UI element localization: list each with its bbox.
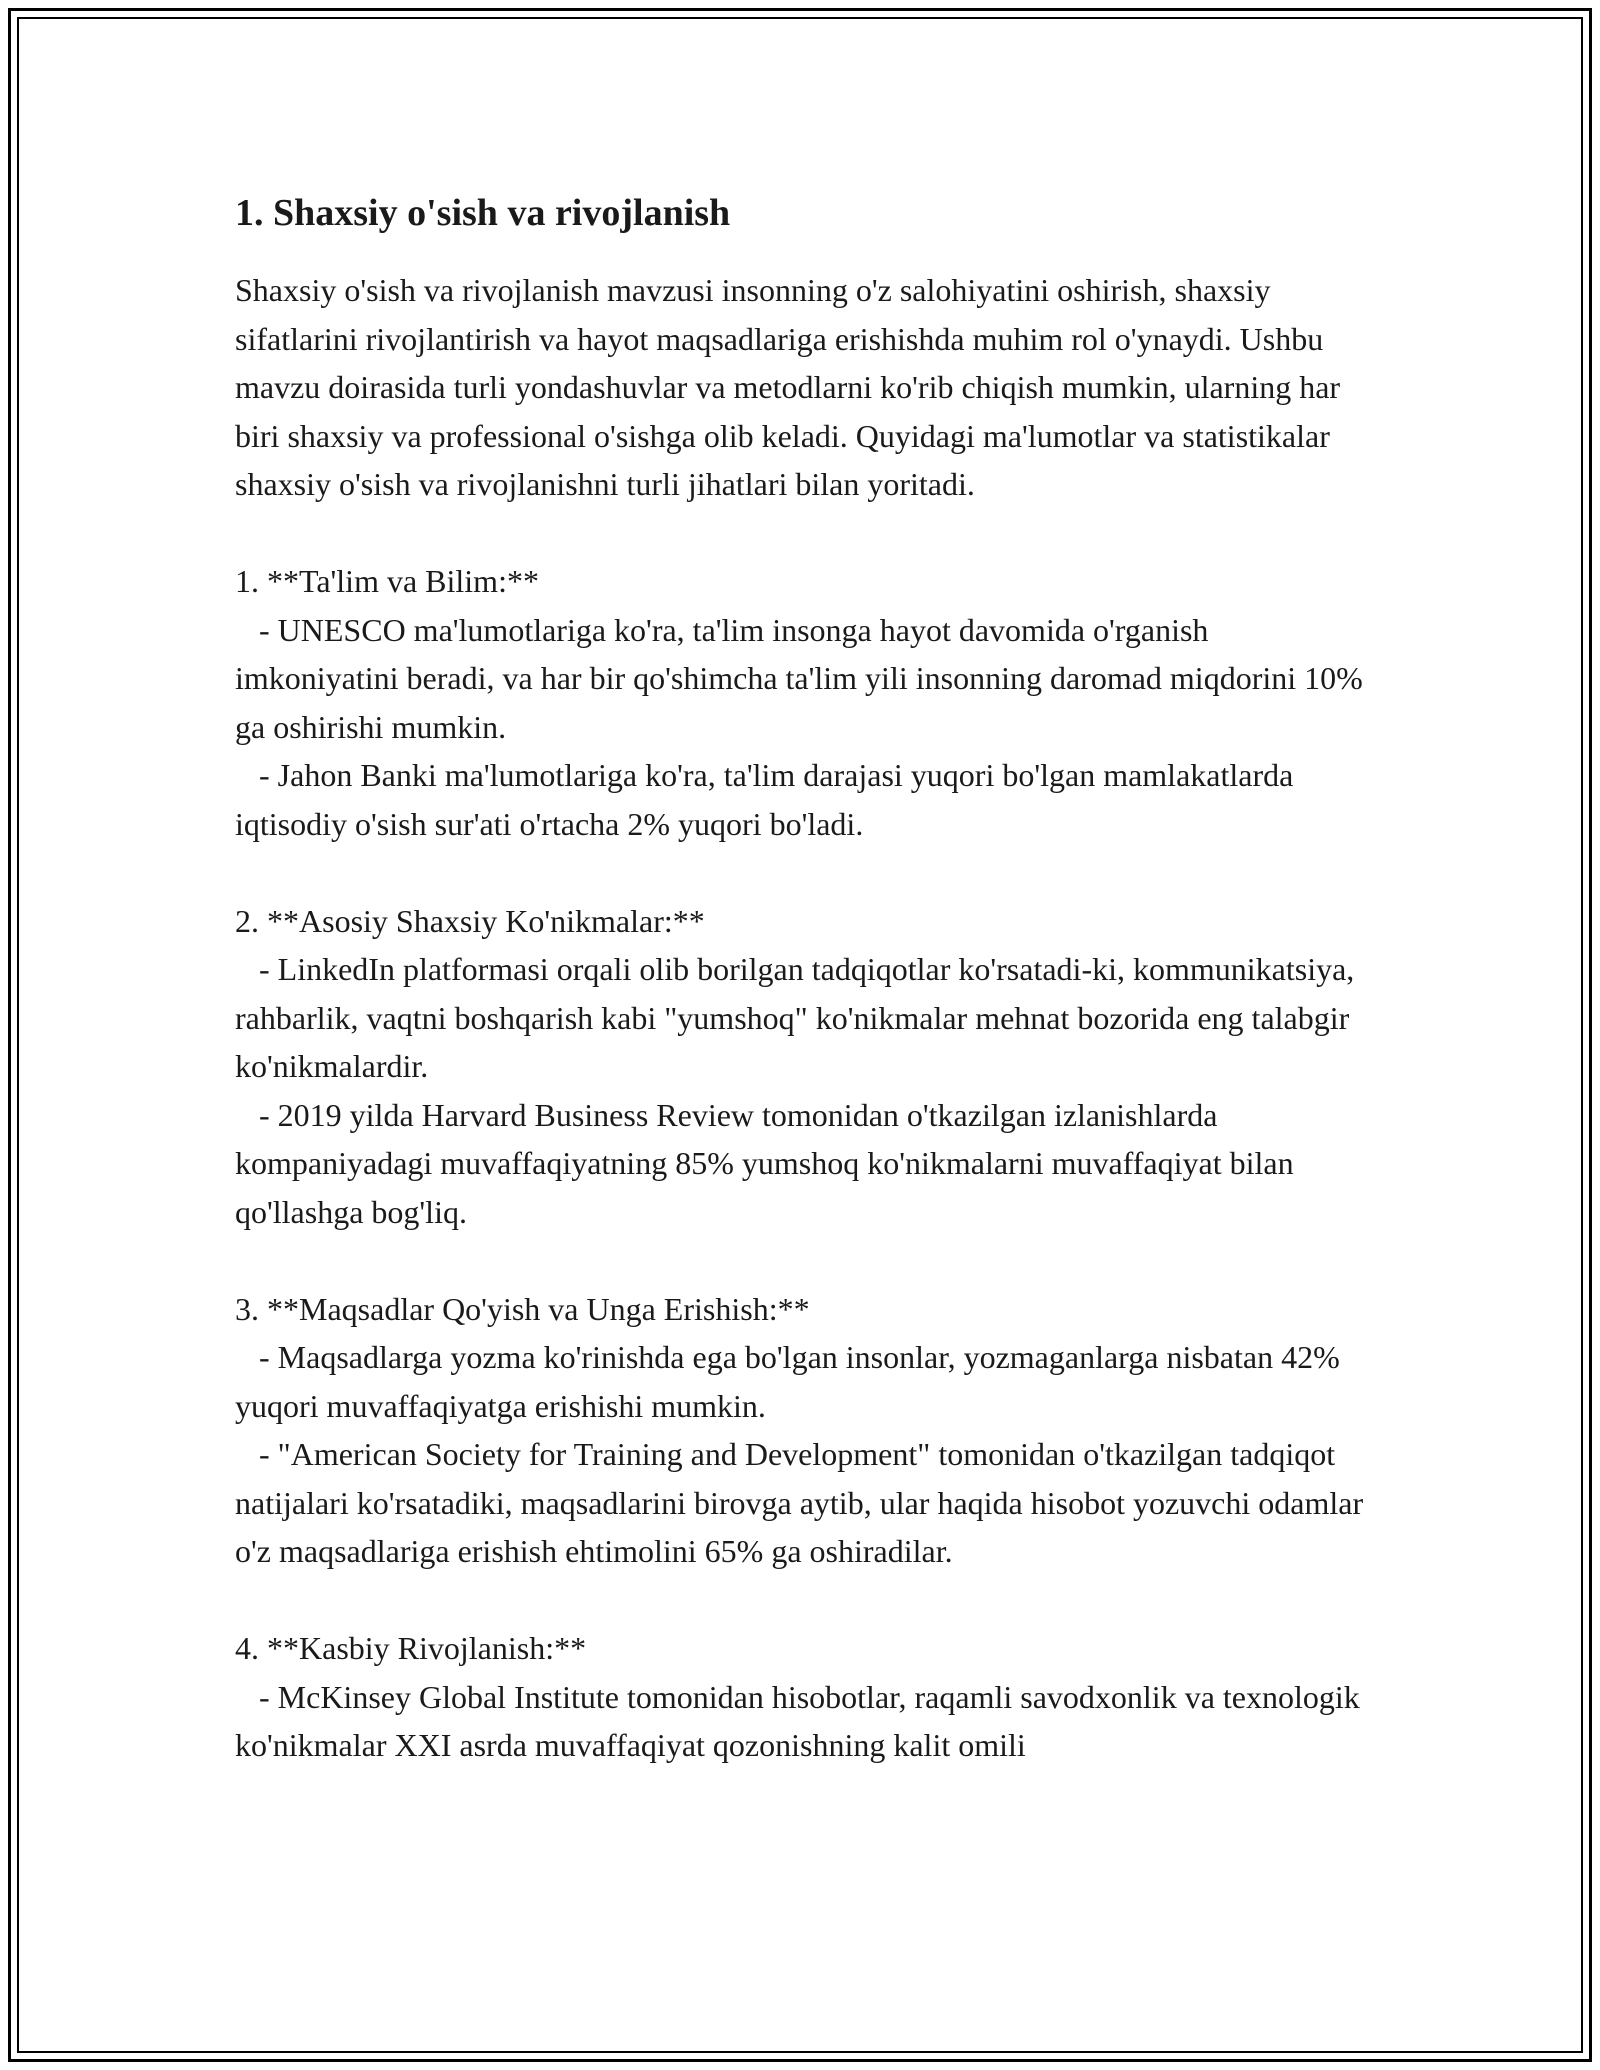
document-body: Shaxsiy o'sish va rivojlanish mavzusi insonning o'z salohiyatini oshirish, shaxsiy sifatlarini rivojlantirish va hayot maqsadlariga erishishda muhim rol o'ynaydi. Ushbu mavzu doirasida turli yondashuvlar va metodlarni ko'rib chiqish mumkin, ularning har biri shaxsiy va professional o'sishga olib keladi. Quyidagi ma'lumotlar va statistikalar shaxsiy o'sish va rivojlanishni turli jihatlari bilan yoritadi. 1. **Ta'lim va Bilim:** - UNESCO ma'lumotlariga ko'ra, ta'lim insonga hayot davomida o'rganish imkoniyatini beradi, va har bir qo'shimcha ta'lim yili insonning daromad miqdorini 10% ga oshirishi mumkin. - Jahon Banki ma'lumotlariga ko'ra, ta'lim darajasi yuqori bo'lgan mamlakatlarda iqtisodiy o'sish sur'ati o'rtacha 2% yuqori bo'ladi. 2. **Asosiy Shaxsiy Ko'nikmalar:** - LinkedIn platformasi orqali olib borilgan tadqiqotlar ko'rsatadi-ki, kommunikatsiya, rahbarlik, vaqtni boshqarish kabi "yumshoq" ko'nikmalar mehnat bozorida eng talabgir ko'nikmalardir. - 2019 yilda Harvard Business Review tomonidan o'tkazilgan izlanishlarda kompaniyadagi muvaffaqiyatning 85% yumshoq ko'nikmalarni muvaffaqiyat bilan qo'llashga bog'liq. 3. **Maqsadlar Qo'yish va Unga Erishish:** - Maqsadlarga yozma ko'rinishda ega bo'lgan insonlar, yozmaganlarga nisbatan 42% yuqori muvaffaqiyatga erishishi mumkin. - "American Society for Training and Development" tomonidan o'tkazilgan tadqiqot natijalari ko'rsatadiki, maqsadlarini birovga aytib, ular haqida hisobot yozuvchi odamlar o'z maqsadlariga erishish ehtimolini 65% ga oshiradilar. 4. **Kasbiy Rivojlanish:** - McKinsey Global Institute tomonidan hisobotlar, raqamli savodxonlik va texnologik ko'nikmalar XXI asrda muvaffaqiyat qozonishning kalit omili <box>235 272 1364 1763</box>
document-content <box>235 190 1375 1770</box>
document-title: 1. Shaxsiy o'sish va rivojlanish <box>235 192 731 234</box>
